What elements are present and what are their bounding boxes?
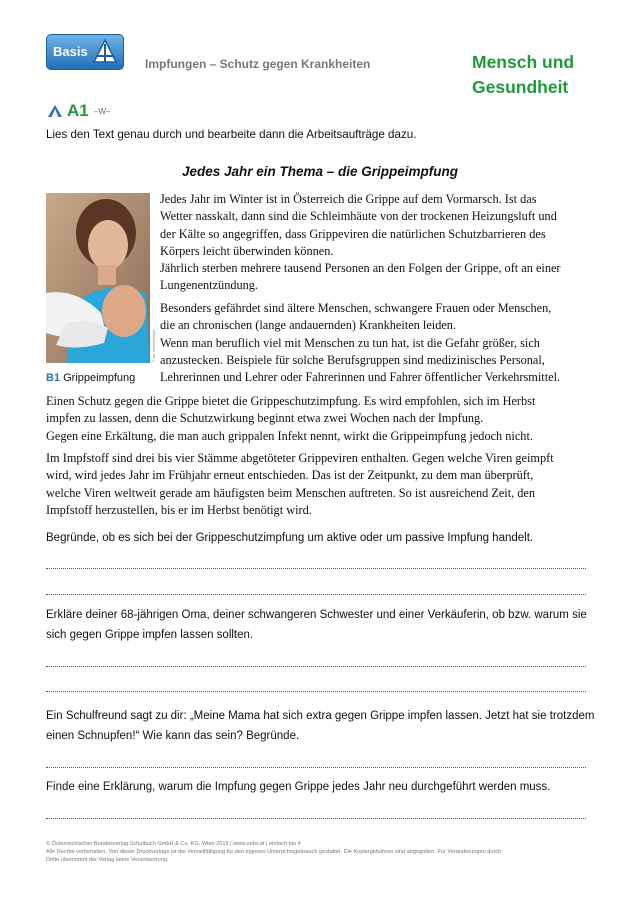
text-line: der Kälte so angegriffen, dass Grippeviren die natürlichen Schutzbarrieren des [160,226,546,241]
text-line: Impfstoff herzustellen, bis er im Herbst benötigt wird. [46,502,312,517]
question-2: Erkläre deiner 68-jährigen Oma, deiner schwangeren Schwester und einer Verkäuferin, ob bzw. warum sie sich gegen Grippe impfen lassen sollten. [46,609,587,641]
task-sublabel: –W– [94,107,111,116]
answer-line[interactable] [46,594,586,595]
subject-line-1: Mensch und [472,52,575,72]
article-paragraph-1 [160,191,590,295]
question-4: Finde eine Erklärung, warum die Impfung gegen Grippe jedes Jahr neu durchgeführt werden muss. [46,781,551,793]
text-line: Jährlich sterben mehrere tausend Personen an den Folgen der Grippe, oft an einer [160,261,561,276]
footer-line: © Österreichischer Bundesverlag Schulbuch GmbH & Co. KG, Wien 2019 | www.oebv.at | einfach bio 4 [46,841,301,847]
caption-text: Grippeimpfung [60,372,136,384]
text-line: Jedes Jahr im Winter ist in Österreich die Grippe auf dem Vormarsch. Ist das [160,192,537,206]
question-3: Ein Schulfreund sagt zu dir: „Meine Mama hat sich extra gegen Grippe impfen lassen. Jetzt hat sie trotzdem einen Schnupfen!“ Wie kann das sein? Begründe. [46,710,595,742]
photo-credit: Foto: fotolia/Maya [151,330,156,362]
vaccination-illustration [46,193,150,363]
caption-number: B1 [46,372,61,384]
text-line: Lehrerinnen und Lehrer oder Fahrerinnen und Fahrer öffentlicher Verkehrsmittel. [160,370,561,385]
text-line: Gegen eine Erkältung, die man auch grippalen Infekt nennt, wirkt die Grippeimpfung jedoch nicht. [46,428,533,443]
text-line: Lungenentzündung. [160,278,259,293]
text-line: Besonders gefährdet sind ältere Menschen, schwangere Frauen oder Menschen, [160,301,552,315]
answer-line[interactable] [46,691,586,692]
footer-copyright [46,840,596,864]
task-label: A1 [67,101,89,120]
text-line: impfen zu lassen, denn die Schutzwirkung beginnt etwa zwei Wochen nach der Impfung. [46,411,484,426]
subject-title [472,50,632,100]
vaccination-photo [46,193,150,363]
article-paragraph-4 [46,450,590,519]
text-line: Wenn man beruflich viel mit Menschen zu tun hat, ist die Gefahr größer, sich [160,335,540,350]
text-line: Körpers leicht überwinden können. [160,243,334,258]
text-line: welche Viren weltweit gerade am häufigsten beim Menschen auftreten. So ist ausreichend Zeit, den [46,485,536,500]
basis-logo [46,34,124,70]
article-title: Jedes Jahr ein Thema – die Grippeimpfung [181,164,459,179]
task-intro: Lies den Text genau durch und bearbeite dann die Arbeitsaufträge dazu. [46,128,417,141]
text-line: wird, wird jedes Jahr im Frühjahr erneut entschieden. Das ist der Zeitpunkt, zu dem man überprüft, [46,468,534,483]
text-line: Einen Schutz gegen die Grippe bietet die Grippeschutzimpfung. Es wird empfohlen, sich im Herbst [46,394,536,408]
text-line: die an chronischen (lange andauernden) Krankheiten leiden. [160,318,457,333]
answer-line[interactable] [46,568,586,569]
header-title: Impfungen – Schutz gegen Krankheiten [145,57,371,71]
level-triangle-icon [47,104,63,118]
answer-line[interactable] [46,666,586,667]
subject-line-2: Gesundheit [472,77,569,97]
question-1: Begründe, ob es sich bei der Grippeschutzimpfung um aktive oder um passive Impfung handelt. [46,532,534,544]
footer-line: Dritte übernimmt der Verlag keine Verantwortung. [46,857,169,863]
logo-triangle-icon [92,38,118,64]
answer-line[interactable] [46,767,586,768]
text-line: Wetter nasskalt, dann sind die Schleimhäute von der trockenen Heizungsluft und [160,209,557,224]
footer-line: Alle Rechte vorbehalten. Von dieser Druckvorlage ist die Vervielfältigung für den eigenen Unterrichtsgebrauch gestattet. Die Kopiergebühren sind abgegolten. Für Veränderungen durch [46,849,502,855]
answer-line[interactable] [46,818,586,819]
image-caption [46,372,135,384]
text-line: Im Impfstoff sind drei bis vier Stämme abgetöteter Grippeviren enthalten. Gegen welche Viren geimpft [46,451,554,465]
logo-text: Basis [53,44,88,59]
article-paragraph-3 [46,393,590,445]
text-line: anzustecken. Beispiele für solche Berufsgruppen sind medizinisches Personal, [160,352,545,367]
article-paragraph-2 [160,300,590,386]
